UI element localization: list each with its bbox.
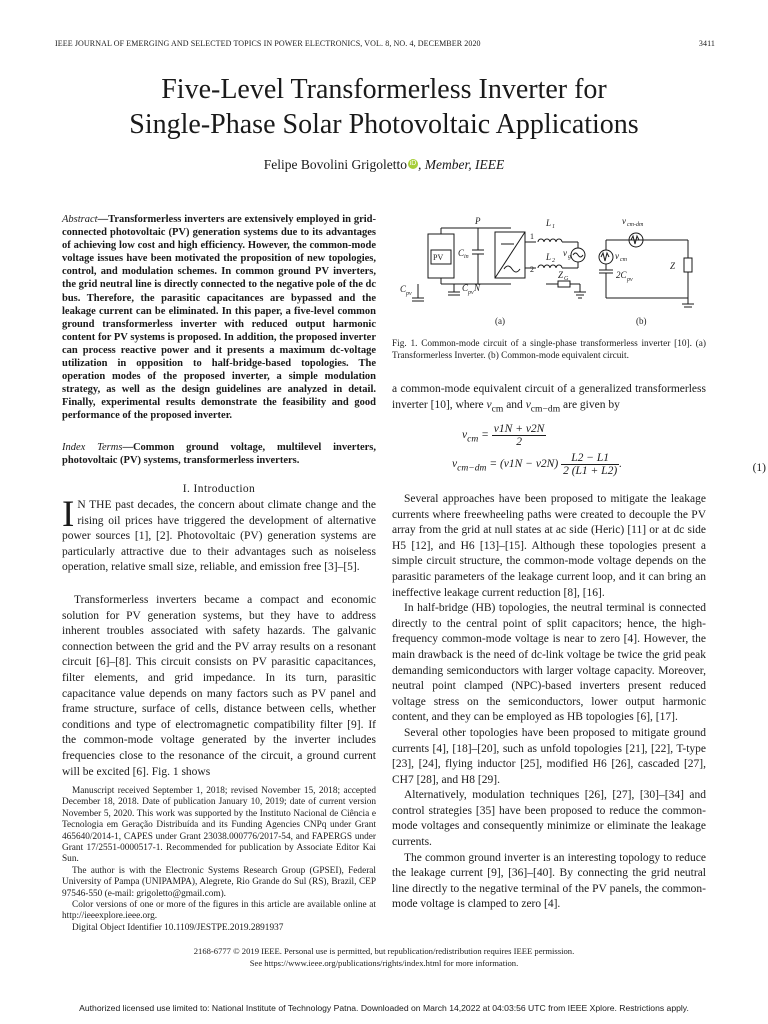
equation-1-line-2: $v_{cm-dm} = (v1N - v2N)$ $\frac{L2 - L1}{2 (L1 + L2)}$ . (1): [452, 452, 766, 477]
copyright-line-1: 2168-6777 © 2019 IEEE. Personal use is permitted, but republication/redistribution requires IEEE permission.: [193, 946, 575, 956]
eq1-num: v1N + v2N: [493, 423, 545, 435]
label-vg: v: [563, 248, 567, 258]
eq2-lhs: v: [452, 458, 458, 471]
eq2-lhs-sub: cm−dm: [457, 462, 487, 474]
copyright-line-2: See https://www.ieee.org/publications/rights/index.html for more information.: [249, 957, 519, 968]
label-pv: PV: [433, 253, 444, 262]
author-name: Felipe Bovolini Grigoletto: [263, 157, 407, 172]
equation-1-line-1: $v_{cm}$ = $\frac{v1N + v2N}{2}$: [462, 423, 545, 448]
orcid-icon[interactable]: iD: [409, 160, 417, 167]
footnote: [62, 786, 376, 934]
right-paragraph-4: Alternatively, modulation techniques [26], [27], [30]–[34] and control strategies [35] have been proposed to reduce the common-mode voltages and consequently minimize or eliminate the leakage currents.: [392, 789, 706, 849]
right-paragraph-3: Several other topologies have been proposed to mitigate ground currents [4], [18]–[20], such as unfold topologies [21], [22], T-type [23], [24], flying inductor [25], modified H6 [26], cascaded [27], CH7 [28], and H8 [29].: [392, 726, 706, 786]
eq1-den: 2: [516, 436, 522, 448]
label-zg-sub: G: [564, 276, 569, 282]
eq1-lhs-sub: cm: [467, 433, 479, 445]
right-paragraph-2: In half-bridge (HB) topologies, the neutral terminal is connected directly to the central point of split capacitors; hence, the high-frequency common-mode voltage is near to zero [4]. However, the main drawback is the need of dc-link voltage be twice the grid peak demanding semiconductors with larger voltage capacity. Moreover, neutral point clamped (NPC)-based inverters present reduced voltage stress on the semiconductors, lower output harmonic content, and they can be employed as HB topologies [6], [17].: [392, 602, 706, 724]
label-vg-sub: g: [568, 254, 571, 260]
lead-text: a common-mode equivalent circuit of a generalized transformerless inverter [10], where: [392, 383, 706, 411]
label-l1-sub: 1: [552, 224, 555, 230]
index-terms: [62, 441, 376, 467]
intro-paragraph-1: [62, 494, 376, 576]
lead-end: are given by: [563, 398, 620, 411]
var-vcmdm: v: [525, 398, 531, 411]
label-cin: C: [458, 248, 465, 258]
running-head: [55, 39, 715, 48]
intro-paragraph-1-text: N THE past decades, the concern about climate change and the rising oil prices have triggered the development of alternative power sources [1], [2]. Photovoltaic (PV) generation systems are particularly attractive due to their advantages such as noiseless operation, relative small size, reliable, and emission free [3]–[5].: [62, 499, 376, 574]
footnote-manuscript: Manuscript received September 1, 2018; revised November 15, 2018; accepted December 18, 2018. Date of publication January 10, 2019; date of current version November 5, 2020. This work was supported by the Instituto Nacional de Ciência e Tecnologia em Geração Distribuída and its Funding Agencies CNPq under Grant 465640/2014-1, CAPES under Grant 23038.000776/2017-54, and FAPERGS under Grant 17/2551-0000517-1. Recommended for publication by Associate Editor Kai Sun.: [62, 786, 376, 865]
abstract-text: —Transformerless inverters are extensively employed in grid-connected photovoltaic (PV) generation systems due to its advantages of achieving low cost and high efficiency. However, the common-mode voltage issues have been motivated the proposition of new topologies, control, and modulation schemes. In common ground PV inverters, the grid neutral line is directly connected to the negative pole of the dc bus. Therefore, the parasitic capacitances are bypassed and the leakage current can be eliminated. In this paper, a five-level common ground transformerless inverter with reduced output harmonic content for PV systems is proposed. In addition, the proposed inverter can process reactive power and it presents a maximum dc-voltage utilization in opposition to half-bridge-based topologies. The operation modes of the proposed inverter, a simple modulation strategy, as well as the design guidelines are analyzed in detail. Finally, experimental results demonstrate the feasibility and good performance of the proposed inverter.: [62, 214, 376, 422]
label-cpv-mid-sub: pv: [468, 290, 474, 296]
intro-paragraph-2: Transformerless inverters became a compact and economic solution for PV generation systems, but they have to address inherent troubles associated with safety hazards. The galvanic connection between the grid and the PV array results on a resonant circuit [6]–[8]. This circuit consists on PV parasitic capacitances, filter elements, and grid impedance. In its turn, parasitic capacitance value depends on many factors such as PV panel and frame structure, surface of cells, distance between cells, whether conditions and type of electromagnetic compatibility filter [9]. If the common-mode voltage generated by the inverter includes frequencies close to the resonance of the circuit, a ground current will be excited [6]. Fig. 1 shows: [62, 594, 376, 778]
label-l1: L: [546, 218, 552, 228]
author-line: [0, 157, 768, 173]
label-cin-sub: in: [464, 254, 469, 260]
title-line-1: Five-Level Transformerless Inverter for: [161, 74, 607, 105]
label-2cpv-sub: pv: [627, 277, 633, 283]
title-line-2: Single-Phase Solar Photovoltaic Applications: [129, 109, 639, 140]
label-l2: L: [546, 252, 552, 262]
var-vcmdm-sub: cm−dm: [530, 402, 561, 414]
section-heading: I. Introduction: [182, 483, 256, 495]
subfig-b-label: (b): [636, 316, 647, 326]
label-n: N: [474, 283, 481, 293]
footnote-color: Color versions of one or more of the figures in this article are available online at http://ieeexplore.ieee.org.: [62, 900, 376, 922]
right-column-body: [392, 492, 706, 913]
eq2-num: L2 − L1: [561, 452, 619, 465]
page-number: 3411: [698, 39, 715, 48]
figure-1-circuit: [398, 212, 716, 332]
footnote-doi: Digital Object Identifier 10.1109/JESTPE.2019.2891937: [72, 922, 284, 933]
figure-caption: Fig. 1. Common-mode circuit of a single-phase transformerless inverter [10]. (a) Transformerless Inverter. (b) Common-mode equivalent circuit.: [392, 339, 706, 361]
eq1-lhs: v: [462, 429, 468, 442]
label-cpv-left: C: [400, 284, 407, 294]
abstract-label: Abstract: [62, 214, 98, 225]
drop-cap: I: [62, 494, 75, 535]
label-l2-sub: 2: [552, 258, 555, 264]
label-zg: Z: [558, 270, 564, 280]
eq1-fraction: [492, 423, 547, 448]
label-vcm: v: [615, 251, 619, 261]
subfig-a-label: (a): [495, 316, 505, 326]
copyright-notice: [0, 946, 768, 970]
right-paragraph-5: The common ground inverter is an interesting topology to reduce the leakage current [9], [36]–[40]. By connecting the grid neutral line directly to the negative terminal of the PV panels, the common-mode voltage is clamped to zero [4].: [392, 851, 706, 911]
equation-number: (1): [752, 462, 766, 474]
label-node-2: 2: [530, 265, 534, 274]
eq2-mid: = (v1N − v2N): [489, 458, 559, 471]
eq2-fraction: [561, 452, 619, 477]
index-terms-label: Index Terms: [62, 442, 123, 453]
abstract: [62, 213, 376, 423]
label-z: Z: [670, 261, 676, 271]
footnote-affiliation: The author is with the Electronic Systems Research Group (GPSEI), Federal University of Pampa (UNIPAMPA), Alegrete, Rio Grande do Sul (RS), Brazil, CEP 97546-550 (e-mail: grigoletto@gmail.com).: [62, 865, 376, 899]
label-p: P: [475, 216, 481, 226]
author-membership: , Member, IEEE: [418, 157, 505, 172]
var-vcm: v: [486, 398, 492, 411]
index-terms-text: —Common ground voltage, multilevel inverters, photovoltaic (PV) systems, transformerless inverters.: [62, 442, 376, 467]
label-cpv-mid: C: [462, 283, 469, 293]
eq2-den: 2 (L1 + L2): [563, 465, 618, 477]
label-vcm-sub: cm: [620, 257, 627, 263]
label-vcmdm: v: [622, 216, 626, 226]
right-paragraph-1: Several approaches have been proposed to mitigate the leakage currents where freewheeling paths were created to decouple the PV array from the grid at null states at ac side (Heric) [11] or at dc side H5 [12], and H6 [13]–[15]. Although these topologies present a simple circuit structure, the common-mode voltage depends on the parasitic parameters of the leakage current loop, and it can bring an ineffective leakage current reduction [8], [16].: [392, 493, 706, 599]
label-2cpv: 2C: [616, 270, 627, 280]
lead-mid: and: [506, 398, 523, 411]
journal-name: IEEE JOURNAL OF EMERGING AND SELECTED TOPICS IN POWER ELECTRONICS, VOL. 8, NO. 4, DECEMBER 2020: [55, 39, 481, 48]
paper-title: [0, 72, 768, 142]
label-vcmdm-sub: cm-dm: [627, 222, 644, 228]
right-lead-paragraph: [392, 382, 706, 416]
label-node-1: 1: [530, 232, 534, 241]
authorized-use-banner: Authorized licensed use limited to: National Institute of Technology Patna. Downloaded on March 14,2022 at 04:03:56 UTC from IEEE Xplore. Restrictions apply.: [79, 1003, 689, 1013]
var-vcm-sub: cm: [491, 402, 504, 414]
label-cpv-left-sub: pv: [406, 291, 412, 297]
